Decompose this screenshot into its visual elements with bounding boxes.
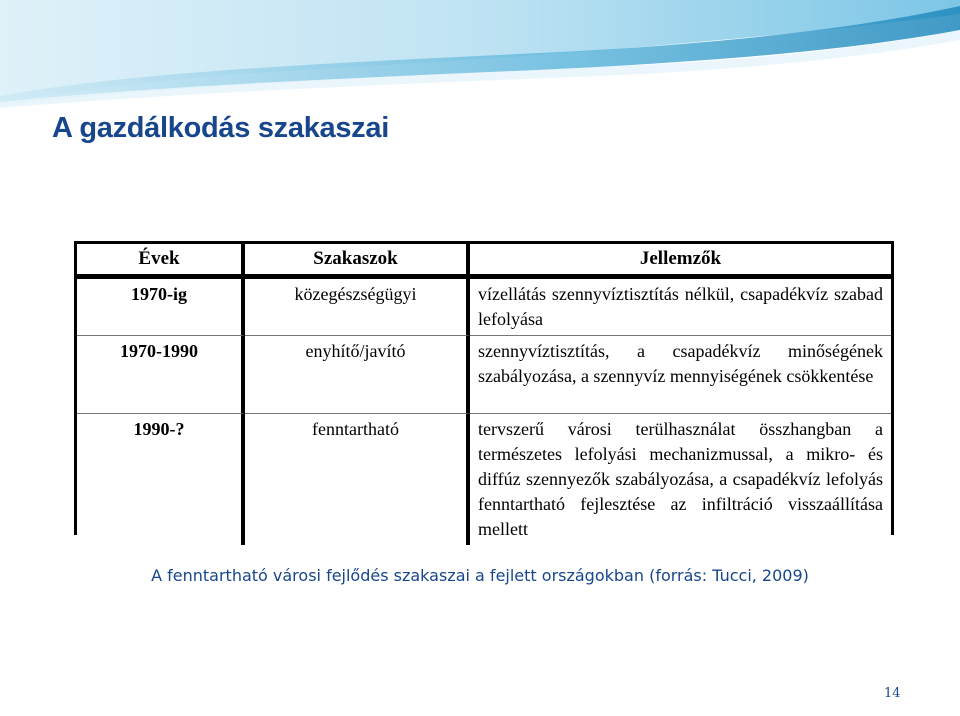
header-characteristics: Jellemzők — [470, 244, 891, 279]
row-description: vízellátás szennyvíztisztítás nélkül, csapadékvíz szabad lefolyása — [470, 279, 891, 336]
page-number: 14 — [884, 686, 901, 701]
slide-title: A gazdálkodás szakaszai — [52, 112, 389, 144]
row-year: 1970-ig — [77, 279, 245, 336]
row-description: tervszerű városi terülhasználat összhangban a természetes lefolyási mechanizmussal, a mikro- és diffúz szennyezők szabályozása, a csapadékvíz lefolyás fenntartható fejlesztése az infiltráció visszaállítása mellett — [478, 419, 883, 539]
table-caption: A fenntartható városi fejlődés szakaszai a fejlett országokban (forrás: Tucci, 2009) — [151, 566, 809, 585]
row-phase: közegészségügyi — [245, 279, 470, 336]
header-years: Évek — [77, 244, 245, 279]
row-description: szennyvíztisztítás, a csapadékvíz minőségének szabályozása, a szennyvíz mennyiségének csökkentése — [470, 336, 891, 414]
row-phase: enyhítő/javító — [245, 336, 470, 414]
header-phases: Szakaszok — [245, 244, 470, 279]
row-year: 1970-1990 — [77, 336, 245, 414]
table-row — [77, 336, 891, 414]
row-phase: fenntartható — [245, 414, 470, 545]
phases-table-frame — [74, 241, 894, 539]
phases-table — [77, 244, 891, 545]
table-row — [77, 279, 891, 336]
header-wave-decoration — [0, 0, 960, 110]
row-year: 1990-? — [77, 414, 245, 545]
table-row — [77, 414, 891, 545]
table-header-row — [77, 244, 891, 279]
